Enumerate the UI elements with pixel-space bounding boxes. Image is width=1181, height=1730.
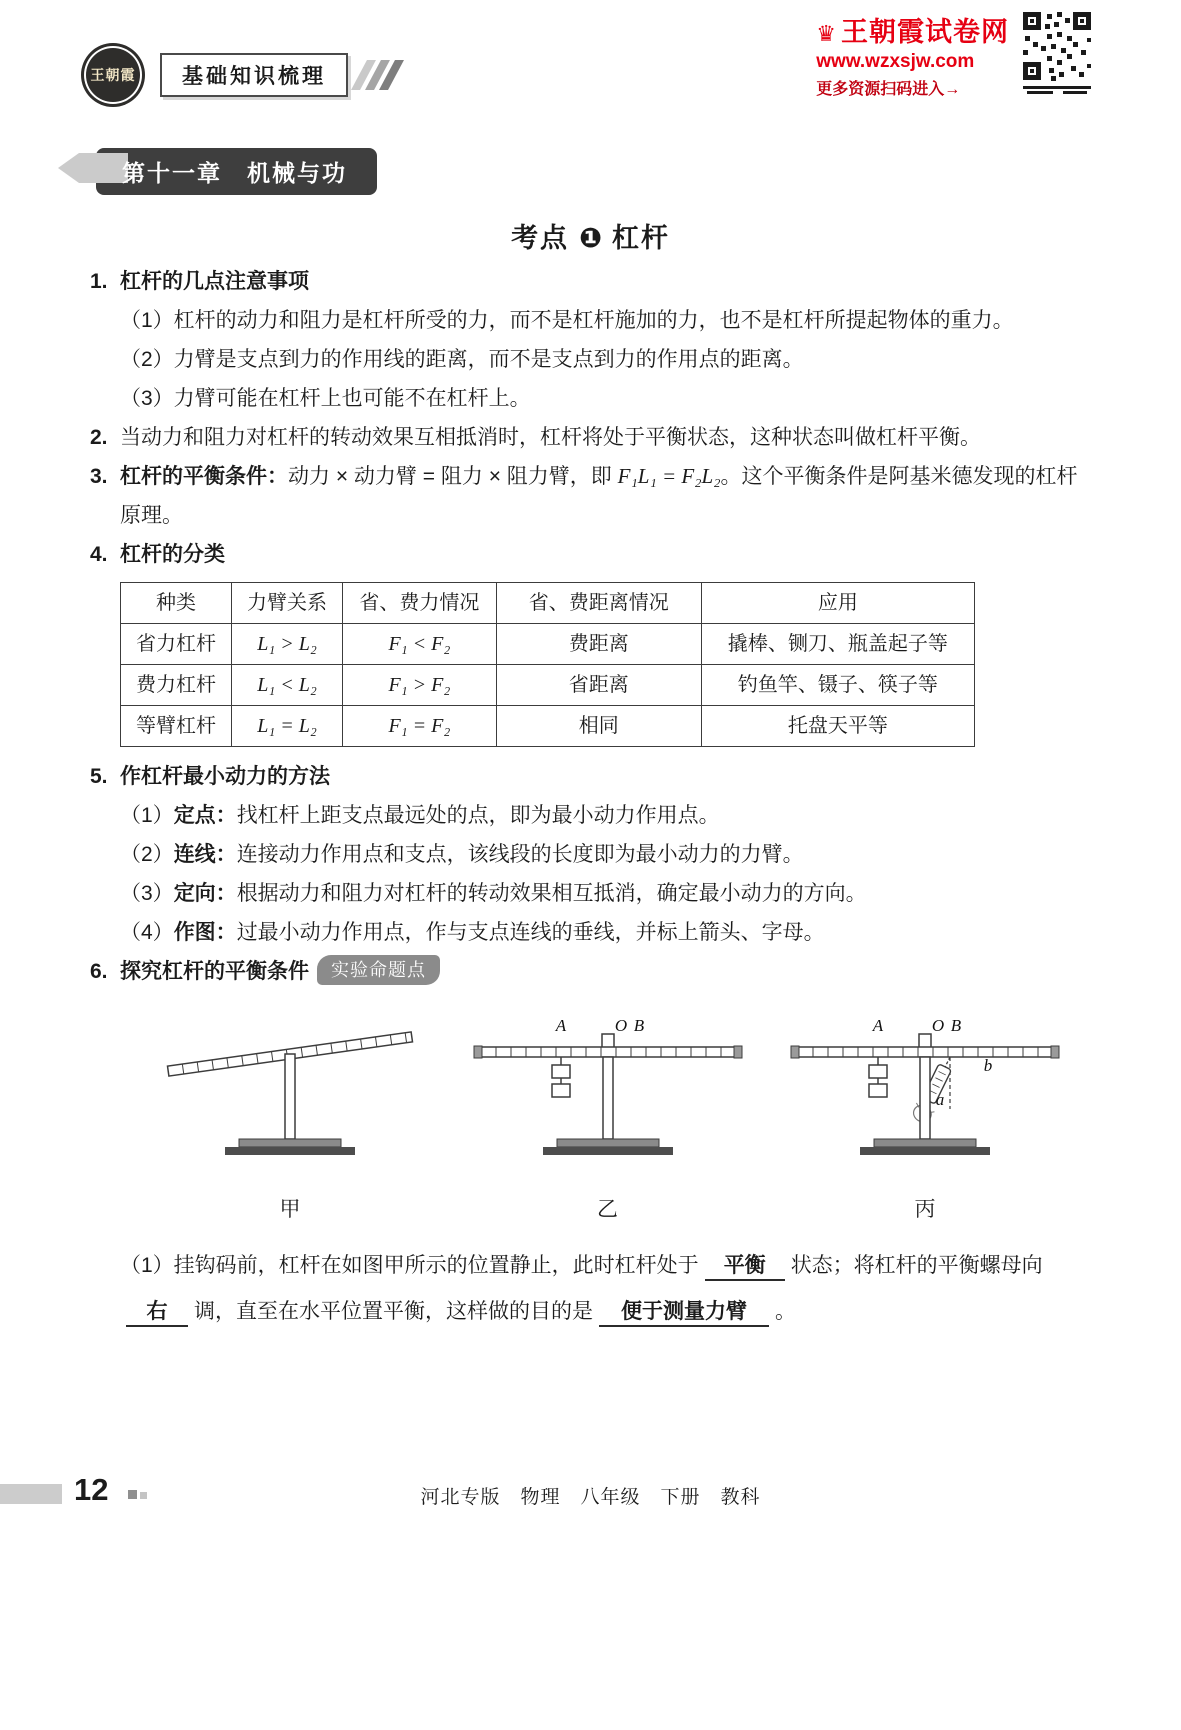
header-tab [160, 53, 348, 97]
figure-yi [468, 1007, 748, 1229]
table-cell: F₁ < F₂ [343, 624, 497, 665]
banner-tip-decoration [58, 153, 128, 183]
chapter-banner [96, 148, 377, 195]
section-name: 杠杆 [611, 223, 670, 253]
main-content [90, 262, 1095, 1335]
label-a: a [935, 1090, 945, 1109]
item1-sub3: （3）力臂可能在杠杆上也可能不在杠杆上。 [120, 387, 531, 410]
table-cell: F₁ > F₂ [343, 665, 497, 706]
label-O: O [614, 1016, 627, 1035]
chapter-title: 第十一章 机械与功 [122, 160, 347, 186]
item2-text: 当动力和阻力对杠杆的转动效果互相抵消时，杠杆将处于平衡状态，这种状态叫做杠杆平衡。 [120, 426, 981, 449]
tilted-lever-diagram [155, 1007, 425, 1175]
figure-caption: 甲 [279, 1198, 301, 1221]
qr-hint-text: 更多资源扫码进入→ [816, 81, 961, 98]
answer-blank-3: 便于测量力臂 [599, 1299, 769, 1327]
table-cell: L₁ < L₂ [232, 665, 343, 706]
answer-blank-1: 平衡 [705, 1253, 785, 1281]
balance-nut-left [474, 1046, 482, 1058]
footer-edition-text: 河北专版 物理 八年级 下册 教科 [420, 1487, 761, 1508]
fill-in-question [120, 1243, 1095, 1335]
balance-nut-left [791, 1046, 799, 1058]
section-title [0, 216, 1181, 255]
item3-text2: 。这个平衡条件是阿基米德发现的杠杆原理。 [120, 465, 1078, 527]
page-number: 12 [74, 1472, 109, 1507]
table-header: 省、费距离情况 [496, 583, 701, 624]
question-text: 。 [775, 1300, 796, 1323]
table-cell: 撬棒、铡刀、瓶盖起子等 [701, 624, 974, 665]
brand-block [816, 10, 1093, 99]
stand-post [920, 1057, 930, 1139]
lever-classification-table [120, 582, 975, 747]
label-O: O [931, 1016, 945, 1035]
figure-caption: 乙 [597, 1198, 618, 1221]
label-B: B [633, 1016, 644, 1035]
table-cell: 省距离 [496, 665, 701, 706]
item-number: 1. [90, 270, 108, 293]
item3-text1: 动力 × 动力臂 = 阻力 × 阻力臂，即 [288, 465, 618, 488]
table-header: 应用 [701, 583, 974, 624]
balanced-lever-diagram [473, 1007, 743, 1175]
figure-bing [785, 1007, 1065, 1229]
item-number: 4. [90, 543, 108, 566]
table-header: 种类 [121, 583, 232, 624]
list-item-1 [90, 262, 1095, 418]
item-number: 5. [90, 765, 108, 788]
table-header: 省、费力情况 [343, 583, 497, 624]
table-row [121, 624, 975, 665]
list-item-4 [90, 535, 1095, 574]
table-header: 力臂关系 [232, 583, 343, 624]
stand-post [603, 1057, 613, 1139]
figure-caption: 丙 [914, 1198, 936, 1221]
footer [0, 1468, 1181, 1518]
figure-jia [150, 1007, 430, 1229]
item5-sub4: （4）作图：过最小动力作用点，作与支点连线的垂线，并标上箭头、字母。 [120, 921, 825, 944]
label-B: B [950, 1016, 962, 1035]
item-heading: 杠杆的几点注意事项 [120, 270, 309, 293]
balance-nut-right [734, 1046, 742, 1058]
list-item-5 [90, 757, 1095, 952]
spring-scale [910, 1053, 959, 1126]
stripes-decoration [354, 60, 396, 90]
table-cell: L₁ = L₂ [232, 706, 343, 747]
list-item-3 [90, 457, 1095, 535]
lever-with-spring-scale-diagram [790, 1007, 1060, 1175]
balance-formula: F₁L₁ = F₂L₂ [617, 464, 721, 488]
balance-nut-right [1051, 1046, 1059, 1058]
item5-sub1: （1）定点：找杠杆上距支点最远处的点，即为最小动力作用点。 [120, 804, 720, 827]
table-header-row [121, 583, 975, 624]
item-heading: 作杠杆最小动力的方法 [120, 765, 330, 788]
crown-icon: ♛ [816, 21, 837, 46]
table-cell: 费力杠杆 [121, 665, 232, 706]
pivot-bracket [919, 1034, 931, 1048]
section-prefix: 考点 [511, 223, 570, 253]
stand-base [225, 1147, 355, 1155]
list-item-2 [90, 418, 1095, 457]
label-A: A [555, 1016, 566, 1035]
question-text: （1）挂钩码前，杠杆在如图甲所示的位置静止，此时杠杆处于 [120, 1254, 699, 1277]
brand-seal-logo [84, 46, 142, 104]
item5-sub3: （3）定向：根据动力和阻力对杠杆的转动效果相互抵消，确定最小动力的方向。 [120, 882, 867, 905]
brand-seal-text: 王朝霞 [90, 67, 136, 83]
item3-label: 杠杆的平衡条件： [120, 465, 288, 488]
hook-weight [869, 1065, 887, 1078]
answer-blank-2: 右 [126, 1299, 188, 1327]
stand-base [543, 1147, 673, 1155]
question-text: 调，直至在水平位置平衡，这样做的目的是 [194, 1300, 593, 1323]
table-row [121, 665, 975, 706]
table-cell: 省力杠杆 [121, 624, 232, 665]
item1-sub2: （2）力臂是支点到力的作用线的距离，而不是支点到力的作用点的距离。 [120, 348, 804, 371]
table-row [121, 706, 975, 747]
qr-code [1021, 10, 1093, 96]
table-cell: L₁ > L₂ [232, 624, 343, 665]
hook-weight [869, 1084, 887, 1097]
item-number: 6. [90, 960, 108, 983]
exam-topic-badge: 实验命题点 [317, 955, 440, 985]
item-number: 3. [90, 465, 108, 488]
table-cell: 费距离 [496, 624, 701, 665]
item1-sub1: （1）杠杆的动力和阻力是杠杆所受的力，而不是杠杆施加的力，也不是杠杆所提起物体的重力。 [120, 309, 1014, 332]
item-heading: 杠杆的分类 [120, 543, 225, 566]
figures-row [150, 1007, 1065, 1229]
table-cell: 钓鱼竿、镊子、筷子等 [701, 665, 974, 706]
item-heading: 探究杠杆的平衡条件 [120, 960, 309, 983]
hook-weight [552, 1065, 570, 1078]
stand-post [285, 1054, 295, 1139]
brand-url: www.wzxsjw.com [816, 51, 975, 72]
header-tab-label: 基础知识梳理 [182, 65, 326, 88]
label-A: A [872, 1016, 884, 1035]
label-b: b [983, 1056, 993, 1075]
item-number: 2. [90, 426, 108, 449]
table-cell: 相同 [496, 706, 701, 747]
hook-weight [552, 1084, 570, 1097]
table-cell: 等臂杠杆 [121, 706, 232, 747]
table-cell: 托盘天平等 [701, 706, 974, 747]
brand-site-name: ♛ 王朝霞试卷网 [816, 17, 1009, 47]
list-item-6 [90, 952, 1095, 991]
number-badge-icon: ❶ [579, 223, 604, 253]
pivot-bracket [602, 1034, 614, 1048]
item5-sub2: （2）连线：连接动力作用点和支点，该线段的长度即为最小动力的力臂。 [120, 843, 804, 866]
question-text: 状态；将杠杆的平衡螺母向 [790, 1254, 1043, 1277]
stand-base [860, 1147, 990, 1155]
table-cell: F₁ = F₂ [343, 706, 497, 747]
